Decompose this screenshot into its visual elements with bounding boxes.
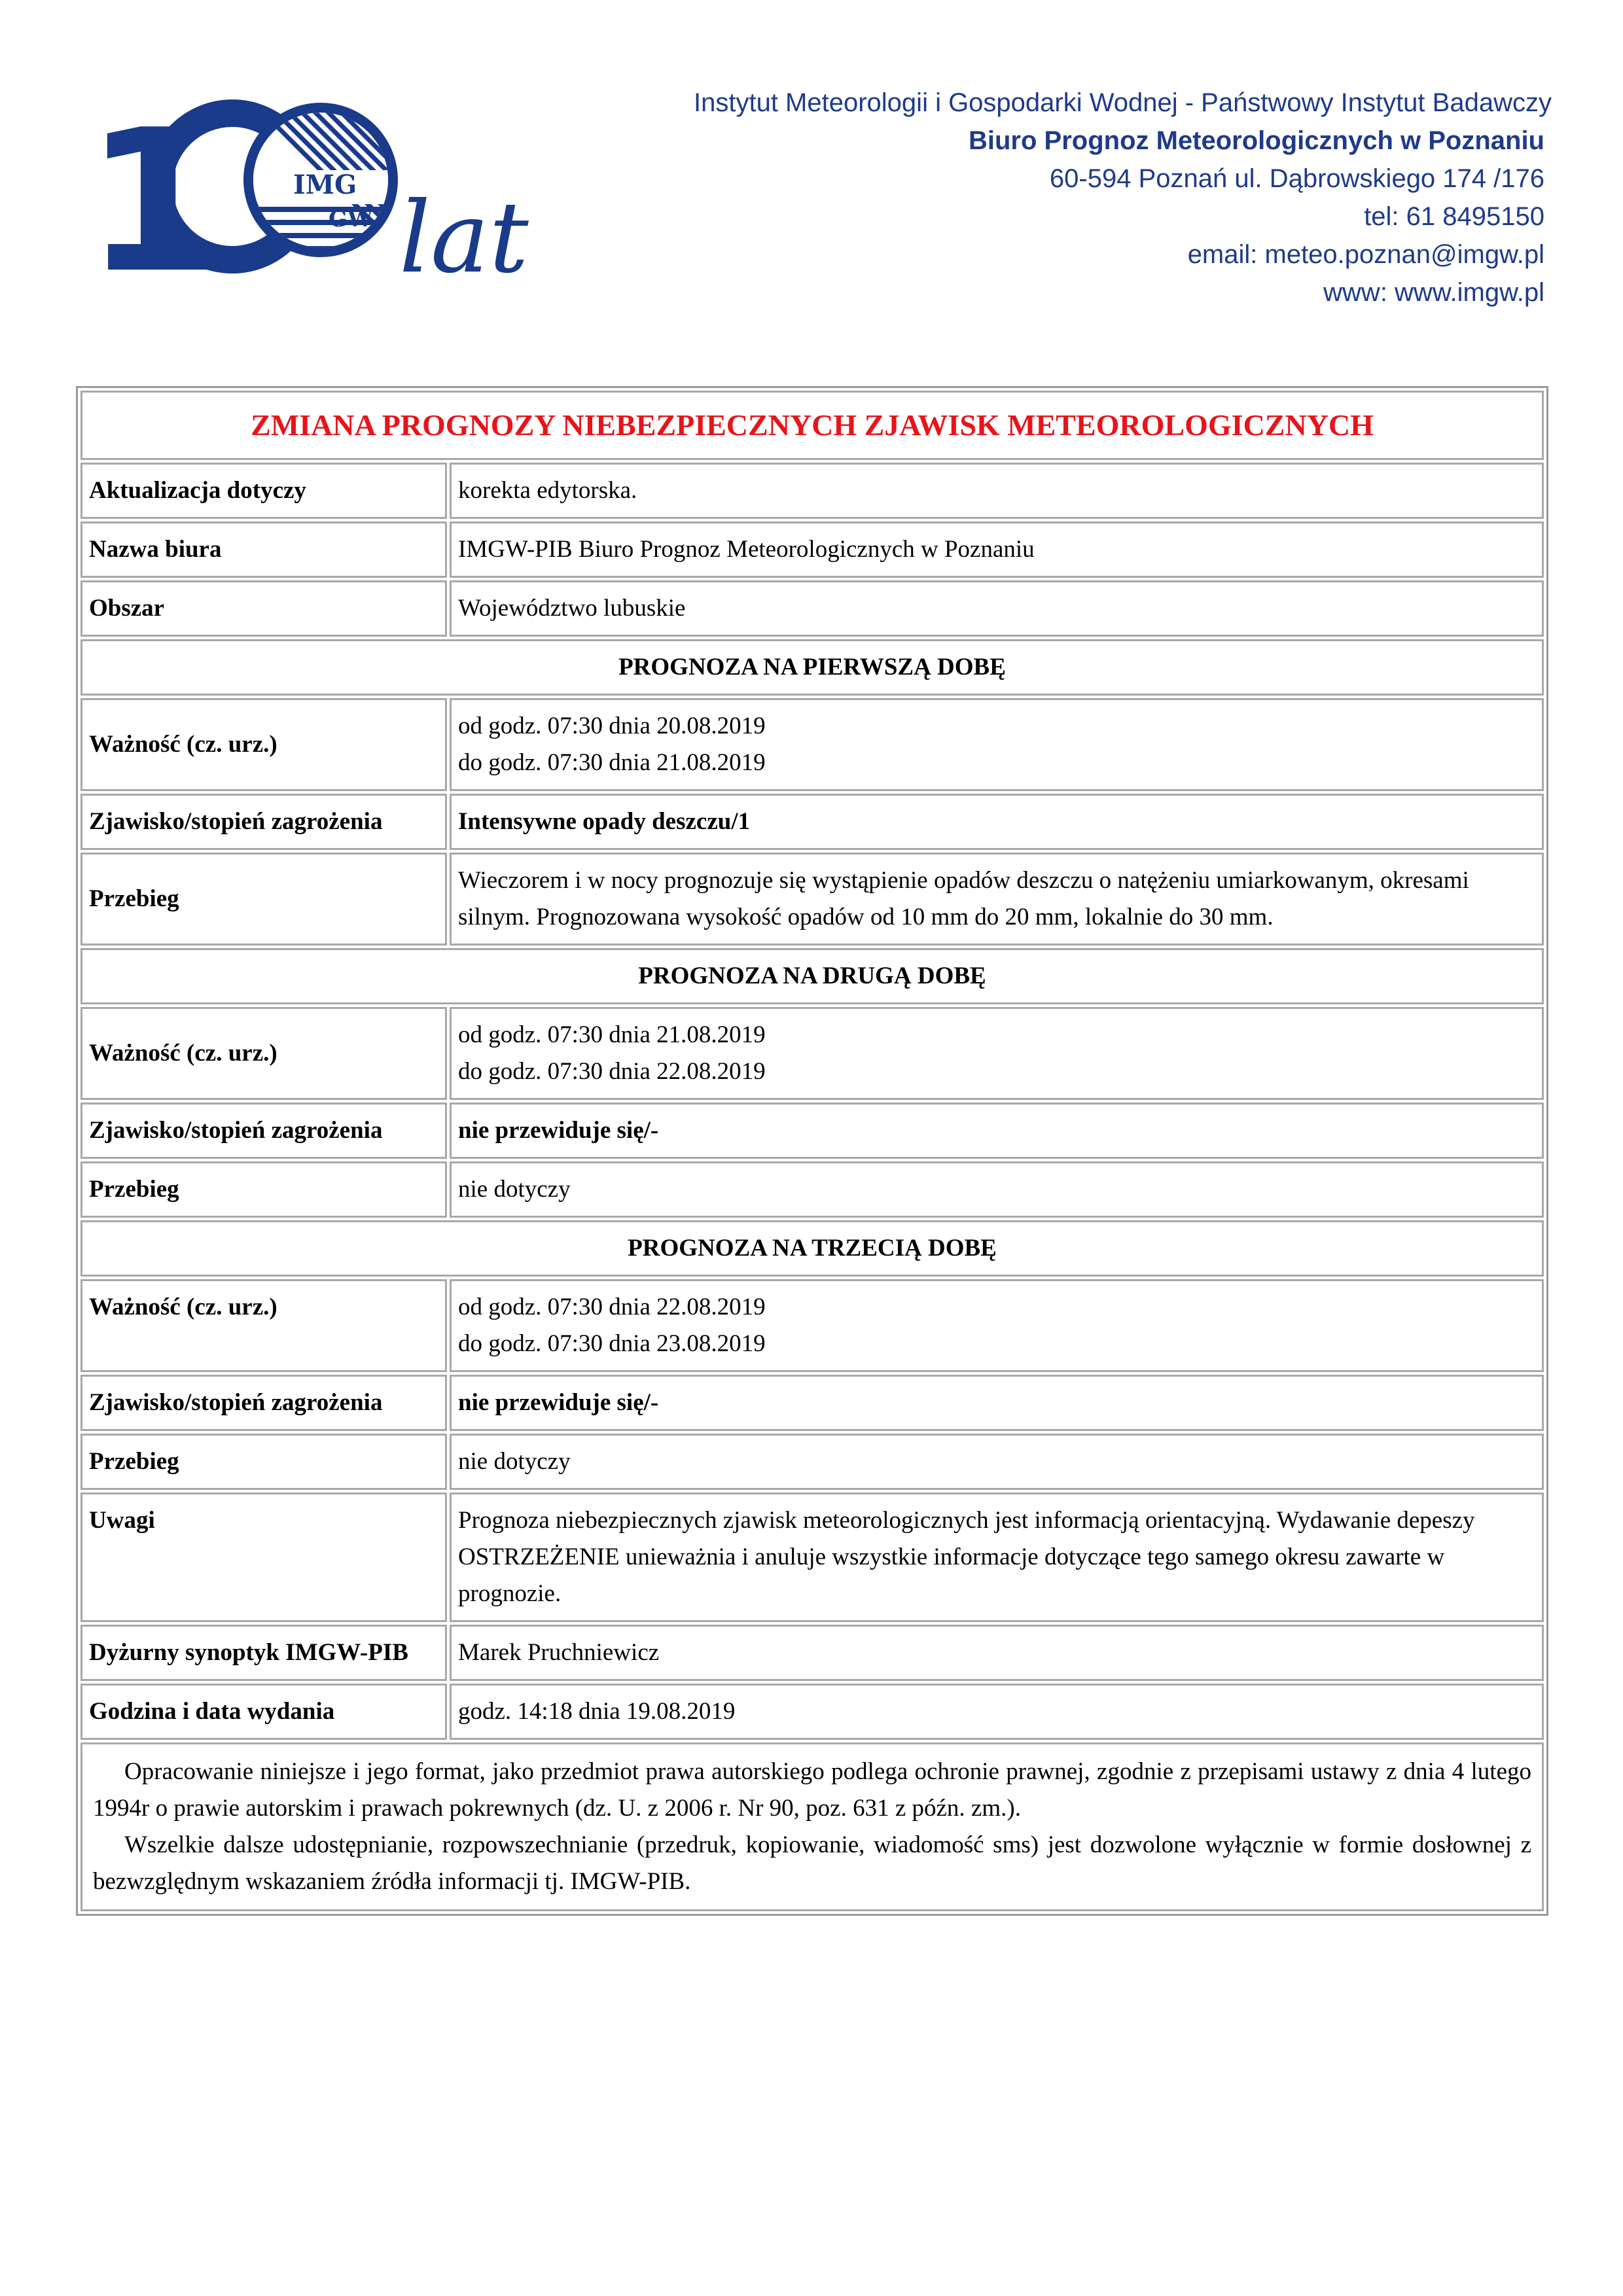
area-value: Województwo lubuskie (450, 580, 1544, 637)
document-title: ZMIANA PROGNOZY NIEBEZPIECZNYCH ZJAWISK METEOROLOGICZNYCH (80, 391, 1544, 460)
day1-course-value: Wieczorem i w nocy prognozuje się wystąpienie opadów deszczu o natężeniu umiarkowanym, okresami silnym. Prognozowana wysokość opadów od 10 mm do 20 mm, lokalnie do 30 mm. (450, 853, 1544, 945)
day2-validity-to: do godz. 07:30 dnia 22.08.2019 (458, 1058, 766, 1085)
day1-validity-from: od godz. 07:30 dnia 20.08.2019 (458, 713, 766, 739)
institute-contact-block (694, 84, 1552, 311)
day3-validity-row (80, 1279, 1544, 1372)
notes-value: Prognoza niebezpiecznych zjawisk meteorologicznych jest informacją orientacyjną. Wydawanie depeszy OSTRZEŻENIE unieważnia i anuluje wszystkie informacje dotyczące tego samego okresu zawarte w prognozie. (450, 1492, 1544, 1622)
office-name: Biuro Prognoz Meteorologicznych w Poznaniu (968, 126, 1544, 155)
office-website[interactable]: www: www.imgw.pl (1323, 278, 1544, 307)
day3-validity-to: do godz. 07:30 dnia 23.08.2019 (458, 1330, 766, 1357)
area-label: Obszar (80, 580, 447, 637)
day3-phenomenon-row (80, 1375, 1544, 1431)
office-label: Nazwa biura (80, 521, 447, 578)
forecaster-value: Marek Pruchniewicz (450, 1625, 1544, 1681)
copyright-paragraph-1: Opracowanie niniejsze i jego format, jako przedmiot prawa autorskiego podlega ochronie prawnej, zgodnie z przepisami ustawy z dnia 4 lutego 1994r o prawie autorskim i prawach pokrewnych (dz. U. z 2006 r. Nr 90, poz. 631 z późn. zm.). (93, 1758, 1531, 1822)
day2-course-value: nie dotyczy (450, 1161, 1544, 1218)
day1-validity-to: do godz. 07:30 dnia 21.08.2019 (458, 749, 766, 776)
day1-heading: PROGNOZA NA PIERWSZĄ DOBĘ (80, 639, 1544, 696)
notes-label: Uwagi (80, 1492, 447, 1622)
update-value: korekta edytorska. (450, 463, 1544, 519)
logo-lat-text: lat (399, 181, 529, 295)
day1-validity-value (450, 698, 1544, 791)
day2-phenomenon-label: Zjawisko/stopień zagrożenia (80, 1103, 447, 1159)
day2-phenomenon-row (80, 1103, 1544, 1159)
day3-phenomenon-value: nie przewiduje się/- (450, 1375, 1544, 1431)
day1-phenomenon-row (80, 794, 1544, 850)
logo-emblem-text-img: IMG (293, 169, 357, 200)
day3-validity-value (450, 1279, 1544, 1372)
update-label: Aktualizacja dotyczy (80, 463, 447, 519)
imgw-100-years-logo (85, 88, 529, 316)
day2-phenomenon-value: nie przewiduje się/- (450, 1103, 1544, 1159)
update-row (80, 463, 1544, 519)
day1-course-row (80, 853, 1544, 945)
forecaster-row (80, 1625, 1544, 1681)
day2-validity-row (80, 1007, 1544, 1100)
forecast-change-table (76, 386, 1548, 1916)
logo-digit-one: 1 (85, 88, 222, 316)
office-phone: tel: 61 8495150 (1364, 202, 1544, 231)
logo-emblem-text-gw: GW (329, 206, 373, 232)
area-row (80, 580, 1544, 637)
copyright-row (80, 1742, 1544, 1911)
day2-course-label: Przebieg (80, 1161, 447, 1218)
day1-course-label: Przebieg (80, 853, 447, 945)
issued-value: godz. 14:18 dnia 19.08.2019 (450, 1684, 1544, 1740)
day2-validity-label: Ważność (cz. urz.) (80, 1007, 447, 1100)
issued-row (80, 1684, 1544, 1740)
day3-course-row (80, 1434, 1544, 1490)
copyright-paragraph-2: Wszelkie dalsze udostępnianie, rozpowszechnianie (przedruk, kopiowanie, wiadomość sms) jest dozwolone wyłącznie w formie dosłownej z bezwzględnym wskazaniem źródła informacji tj. IMGW-PIB. (93, 1831, 1531, 1895)
office-value: IMGW-PIB Biuro Prognoz Meteorologicznych w Poznaniu (450, 521, 1544, 578)
day3-validity-label: Ważność (cz. urz.) (80, 1279, 447, 1372)
day2-validity-value (450, 1007, 1544, 1100)
day2-heading-row (80, 948, 1544, 1004)
notes-row (80, 1492, 1544, 1622)
forecaster-label: Dyżurny synoptyk IMGW-PIB (80, 1625, 447, 1681)
copyright-notice (80, 1742, 1544, 1911)
day1-phenomenon-value: Intensywne opady deszczu/1 (450, 794, 1544, 850)
day3-course-value: nie dotyczy (450, 1434, 1544, 1490)
issued-label: Godzina i data wydania (80, 1684, 447, 1740)
day3-heading: PROGNOZA NA TRZECIĄ DOBĘ (80, 1220, 1544, 1277)
institute-name: Instytut Meteorologii i Gospodarki Wodnej - Państwowy Instytut Badawczy (694, 88, 1552, 117)
day2-heading: PROGNOZA NA DRUGĄ DOBĘ (80, 948, 1544, 1004)
day1-heading-row (80, 639, 1544, 696)
office-row (80, 521, 1544, 578)
day3-course-label: Przebieg (80, 1434, 447, 1490)
day3-validity-from: od godz. 07:30 dnia 22.08.2019 (458, 1294, 766, 1320)
day2-validity-from: od godz. 07:30 dnia 21.08.2019 (458, 1021, 766, 1048)
day1-validity-label: Ważność (cz. urz.) (80, 698, 447, 791)
office-address: 60-594 Poznań ul. Dąbrowskiego 174 /176 (1049, 164, 1544, 193)
day2-course-row (80, 1161, 1544, 1218)
day3-heading-row (80, 1220, 1544, 1277)
day1-validity-row (80, 698, 1544, 791)
day1-phenomenon-label: Zjawisko/stopień zagrożenia (80, 794, 447, 850)
title-row (80, 391, 1544, 460)
office-email[interactable]: email: meteo.poznan@imgw.pl (1187, 240, 1544, 269)
day3-phenomenon-label: Zjawisko/stopień zagrożenia (80, 1375, 447, 1431)
